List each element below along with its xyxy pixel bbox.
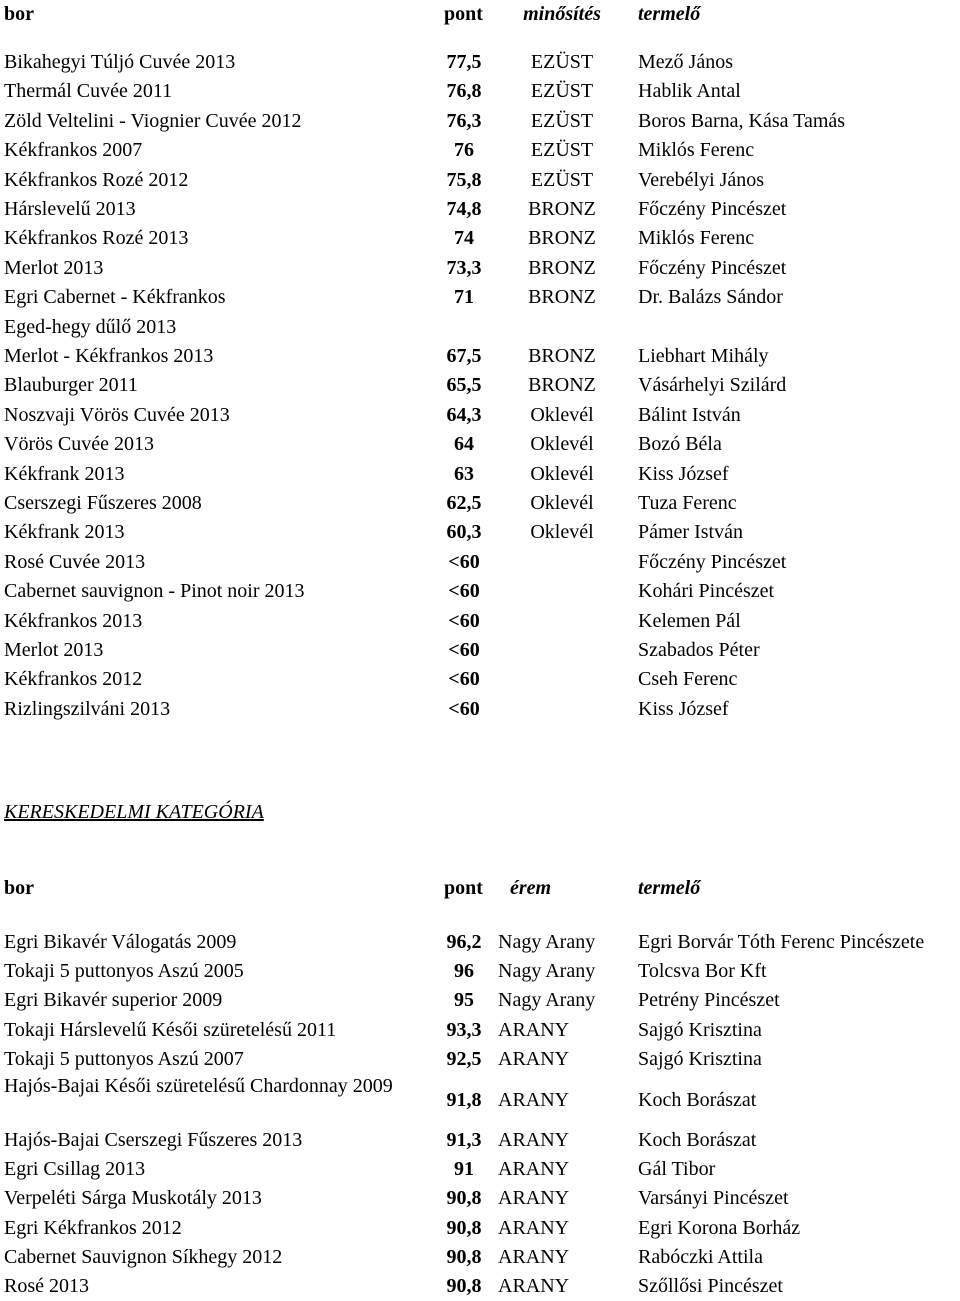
score: 91,8 (446, 1089, 482, 1111)
wine-name: Egri Bikavér Válogatás 2009 (4, 931, 237, 953)
table-row (0, 518, 960, 547)
rating: BRONZ (528, 256, 596, 279)
producer: Miklós Ferenc (638, 227, 755, 250)
table-row (0, 577, 960, 606)
header-erem: érem (510, 877, 552, 899)
producer: Varsányi Pincészet (638, 1187, 789, 1209)
score: 90,8 (446, 1246, 482, 1268)
score: 73,3 (446, 256, 482, 279)
rating: Oklevél (530, 492, 594, 514)
score: 62,5 (446, 492, 482, 514)
wine-name: Eged-hegy dűlő 2013 (4, 315, 177, 338)
score: 74,8 (446, 198, 482, 220)
wine-name: Egri Kékfrankos 2012 (4, 1217, 182, 1239)
wine-name: Hárslevelű 2013 (4, 198, 136, 220)
table-row (0, 460, 960, 489)
score: <60 (448, 550, 480, 573)
producer: Sajgó Krisztina (638, 1019, 762, 1041)
table-row (0, 986, 960, 1015)
producer: Egri Korona Borház (638, 1217, 801, 1239)
score: 93,3 (446, 1019, 482, 1041)
producer: Tuza Ferenc (638, 492, 737, 514)
score: 96 (454, 960, 474, 982)
table-row (0, 166, 960, 195)
table-row (0, 1126, 960, 1155)
score: 67,5 (446, 345, 482, 367)
table-row (0, 957, 960, 986)
wine-name: Kékfrankos Rozé 2013 (4, 227, 189, 250)
table-row (0, 1184, 960, 1213)
table-row (0, 77, 960, 106)
wine-name: Hajós-Bajai Késői szüretelésű Chardonnay 2009 (4, 1075, 393, 1097)
score: 63 (454, 462, 474, 485)
medal: ARANY (498, 1048, 570, 1070)
producer: Egri Borvár Tóth Ferenc Pincészete (638, 931, 925, 953)
table-row (0, 107, 960, 136)
medal: ARANY (498, 1129, 570, 1151)
score: 64 (454, 433, 474, 456)
medal: ARANY (498, 1246, 570, 1268)
score: 77,5 (446, 51, 482, 73)
rating: EZÜST (530, 109, 594, 132)
wine-name: Zöld Veltelini - Viognier Cuvée 2012 (4, 109, 302, 132)
rating: Oklevél (530, 433, 594, 456)
score: 76,3 (446, 109, 482, 132)
producer: Kiss József (638, 697, 729, 720)
producer: Koch Borászat (638, 1129, 757, 1151)
table-row (0, 1214, 960, 1243)
table-row (0, 313, 960, 342)
wine-name: Kékfrankos 2007 (4, 139, 143, 162)
medal: Nagy Arany (498, 989, 596, 1011)
producer: Szőllősi Pincészet (638, 1275, 783, 1297)
wine-name: Egri Csillag 2013 (4, 1158, 146, 1180)
table-row (0, 636, 960, 665)
table-row (0, 136, 960, 165)
table-row (0, 283, 960, 312)
wine-name: Rizlingszilváni 2013 (4, 697, 171, 720)
table-row (0, 1045, 960, 1074)
producer: Szabados Péter (638, 639, 760, 661)
medal: ARANY (498, 1217, 570, 1239)
score: 75,8 (446, 168, 482, 191)
table-row (0, 1016, 960, 1045)
score: <60 (448, 697, 480, 720)
score: 74 (454, 227, 474, 250)
score: 65,5 (446, 374, 482, 397)
wine-name: Kékfrankos 2012 (4, 668, 143, 691)
rating: Oklevél (530, 462, 594, 485)
table2-header (0, 874, 960, 903)
medal: Nagy Arany (498, 931, 596, 953)
score: 92,5 (446, 1048, 482, 1070)
score: <60 (448, 668, 480, 691)
wine-name: Tokaji Hárslevelű Késői szüretelésű 2011 (4, 1019, 337, 1041)
producer: Főczény Pincészet (638, 550, 787, 573)
wine-name: Verpeléti Sárga Muskotály 2013 (4, 1187, 262, 1209)
producer: Liebhart Mihály (638, 345, 769, 367)
producer: Tolcsva Bor Kft (638, 960, 767, 982)
wine-name: Merlot - Kékfrankos 2013 (4, 345, 214, 367)
table-row (0, 48, 960, 77)
score: 76,8 (446, 80, 482, 103)
rating: BRONZ (528, 198, 596, 220)
score: <60 (448, 609, 480, 632)
producer: Dr. Balázs Sándor (638, 286, 783, 309)
wine-name: Rosé Cuvée 2013 (4, 550, 146, 573)
wine-name: Cserszegi Fűszeres 2008 (4, 492, 202, 514)
producer: Sajgó Krisztina (638, 1048, 762, 1070)
producer: Vásárhelyi Szilárd (638, 374, 787, 397)
section-title: KERESKEDELMI KATEGÓRIA (4, 801, 264, 823)
wine-name: Egri Bikavér superior 2009 (4, 989, 223, 1011)
wine-name: Merlot 2013 (4, 639, 104, 661)
wine-name: Bikahegyi Túljó Cuvée 2013 (4, 51, 236, 73)
score: 64,3 (446, 403, 482, 426)
producer: Koch Borászat (638, 1089, 757, 1111)
rating: EZÜST (530, 80, 594, 103)
producer: Bozó Béla (638, 433, 722, 456)
medal: ARANY (498, 1275, 570, 1297)
table-row (0, 342, 960, 371)
producer: Boros Barna, Kása Tamás (638, 109, 846, 132)
header-pont: pont (444, 3, 483, 25)
wine-name: Kékfrank 2013 (4, 462, 125, 485)
header-termelo: termelő (638, 877, 701, 899)
table-row (0, 548, 960, 577)
table-row (0, 254, 960, 283)
table-row (0, 607, 960, 636)
table-row (0, 430, 960, 459)
producer: Kiss József (638, 462, 729, 485)
rating: EZÜST (530, 51, 594, 73)
score: 90,8 (446, 1187, 482, 1209)
producer: Kelemen Pál (638, 609, 741, 632)
header-bor: bor (4, 877, 34, 899)
producer: Pámer István (638, 521, 743, 544)
table1-header (0, 0, 960, 29)
score: 91 (454, 1158, 474, 1180)
wine-name: Thermál Cuvée 2011 (4, 80, 173, 103)
producer: Bálint István (638, 403, 741, 426)
score: 90,8 (446, 1275, 482, 1297)
score: 91,3 (446, 1129, 482, 1151)
score: 96,2 (446, 931, 482, 953)
producer: Hablik Antal (638, 80, 741, 103)
table-row (0, 1272, 960, 1301)
producer: Gál Tibor (638, 1158, 716, 1180)
rating: EZÜST (530, 168, 594, 191)
rating: BRONZ (528, 286, 596, 309)
rating: BRONZ (528, 227, 596, 250)
score: 90,8 (446, 1217, 482, 1239)
medal: Nagy Arany (498, 960, 596, 982)
wine-name: Egri Cabernet - Kékfrankos (4, 286, 226, 309)
medal: ARANY (498, 1089, 570, 1111)
wine-name: Rosé 2013 (4, 1275, 89, 1297)
wine-name: Vörös Cuvée 2013 (4, 433, 154, 456)
wine-name: Cabernet sauvignon - Pinot noir 2013 (4, 580, 305, 603)
table-row (0, 665, 960, 694)
medal: ARANY (498, 1187, 570, 1209)
wine-name: Blauburger 2011 (4, 374, 138, 397)
header-termelo: termelő (638, 3, 701, 25)
wine-name: Kékfrankos 2013 (4, 609, 143, 632)
rating: EZÜST (530, 139, 594, 162)
table-row (0, 695, 960, 724)
score: 60,3 (446, 521, 482, 544)
header-bor: bor (4, 3, 34, 25)
producer: Petrény Pincészet (638, 989, 780, 1011)
wine-name: Tokaji 5 puttonyos Aszú 2007 (4, 1048, 244, 1070)
score: <60 (448, 580, 480, 603)
producer: Mező János (638, 51, 733, 73)
producer: Kohári Pincészet (638, 580, 775, 603)
score: 95 (454, 989, 474, 1011)
table-row (0, 224, 960, 253)
medal: ARANY (498, 1158, 570, 1180)
table-row (0, 928, 960, 957)
wine-name: Kékfrank 2013 (4, 521, 125, 544)
producer: Főczény Pincészet (638, 198, 787, 220)
rating: BRONZ (528, 374, 596, 397)
producer: Cseh Ferenc (638, 668, 738, 691)
rating: BRONZ (528, 345, 596, 367)
header-pont: pont (444, 877, 483, 899)
producer: Rabóczki Attila (638, 1246, 763, 1268)
table-row (0, 1155, 960, 1184)
table-row (0, 1243, 960, 1272)
medal: ARANY (498, 1019, 570, 1041)
table-row (0, 1074, 960, 1124)
wine-name: Noszvaji Vörös Cuvée 2013 (4, 403, 230, 426)
wine-name: Tokaji 5 puttonyos Aszú 2005 (4, 960, 244, 982)
wine-name: Hajós-Bajai Cserszegi Fűszeres 2013 (4, 1129, 303, 1151)
score: <60 (448, 639, 480, 661)
producer: Főczény Pincészet (638, 256, 787, 279)
table-row (0, 489, 960, 518)
producer: Verebélyi János (638, 168, 765, 191)
rating: Oklevél (530, 521, 594, 544)
score: 71 (454, 286, 474, 309)
table-row (0, 195, 960, 224)
table-row (0, 371, 960, 400)
table-row (0, 401, 960, 430)
wine-name: Kékfrankos Rozé 2012 (4, 168, 189, 191)
score: 76 (454, 139, 474, 162)
rating: Oklevél (530, 403, 594, 426)
wine-name: Merlot 2013 (4, 256, 104, 279)
header-minosites: minősítés (523, 3, 601, 25)
producer: Miklós Ferenc (638, 139, 755, 162)
wine-name: Cabernet Sauvignon Síkhegy 2012 (4, 1246, 283, 1268)
